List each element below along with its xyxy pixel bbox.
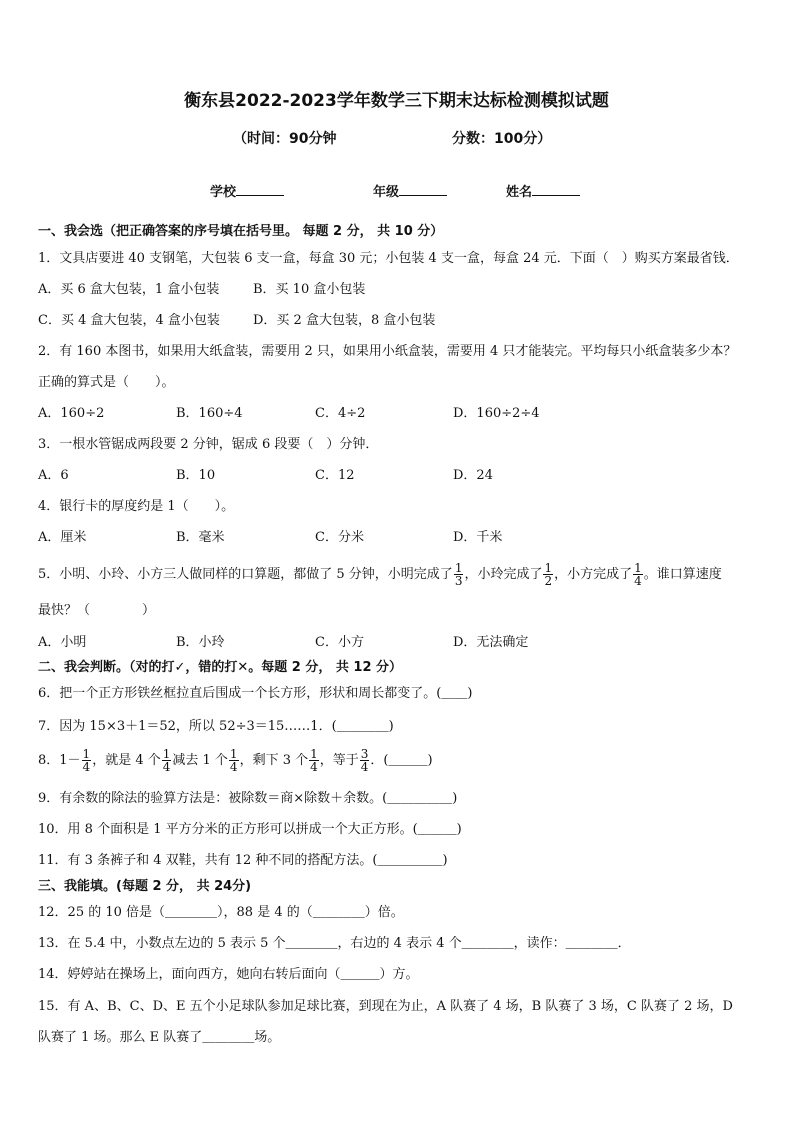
q4-option-d[interactable]: D．千米 [453,530,503,545]
q11: 11．有 3 条裤子和 4 双鞋，共有 12 种不同的搭配方法。(＿＿＿＿＿) [38,853,448,868]
q1-option-d[interactable]: D．买 2 盒大包装，8 盒小包装 [253,313,436,328]
q1-stem: 1．文具店要进 40 支钢笔，大包装 6 支一盒，每盒 30 元；小包装 4 支一盒，每盒 24 元．下面（ ）购买方案最省钱． [38,251,739,266]
q2-stem-line1: 2．有 160 本图书，如果用大纸盒装，需要用 2 只，如果用小纸盒装，需要用 4 只才能装完。平均每只小纸盒装多少本？ [38,344,737,359]
exam-title: 衡东县2022-2023学年数学三下期末达标检测模拟试题 [184,91,609,111]
grade-blank[interactable] [399,183,447,196]
section2-heading: 二、我会判断。（对的打✓，错的打✕。每题 2 分， 共 12 分） [38,660,403,675]
q3-option-c[interactable]: C．12 [315,468,355,483]
q5-text-4: 。谁口算速度 [643,567,722,582]
q2-option-a[interactable]: A．160÷2 [38,406,105,421]
q4-stem: 4．银行卡的厚度约是 1（ ）。 [38,499,235,514]
q4-option-c[interactable]: C．分米 [315,530,364,545]
time-label: （时间：90分钟 [233,131,337,147]
q3-stem: 3．一根水管锯成两段要 2 分钟，锯成 6 段要（ ）分钟． [38,437,379,452]
q5-text-3: ，小方完成了 [554,567,633,582]
q5-text-2: ，小玲完成了 [464,567,543,582]
name-blank[interactable] [532,183,580,196]
q5-fraction-3: $\frac{1}{4}$ [634,561,642,588]
q13: 13．在 5.4 中，小数点左边的 5 表示 5 个＿＿＿＿，右边的 4 表示 4 个＿＿＿＿，读作：＿＿＿＿． [38,936,631,951]
q14: 14．婷婷站在操场上，面向西方，她向右转后面向（＿＿＿）方。 [38,967,419,982]
q3-option-d[interactable]: D．24 [453,468,493,483]
name-label: 姓名 [506,185,533,200]
q1-option-c[interactable]: C．买 4 盒大包装，4 盒小包装 [38,313,220,328]
section3-heading: 三、我能填。(每题 2 分， 共 24分) [38,879,252,894]
q15-line1: 15．有 A、B、C、D、E 五个小足球队参加足球比赛，到现在为止，A 队赛了 4 场，B 队赛了 3 场，C 队赛了 2 场，D [38,999,733,1014]
q5-option-b[interactable]: B．小玲 [176,635,225,650]
q10: 10．用 8 个面积是 1 平方分米的正方形可以拼成一个大正方形。(＿＿＿) [38,822,462,837]
q5-option-a[interactable]: A．小明 [38,635,87,650]
q2-option-d[interactable]: D．160÷2÷4 [453,406,540,421]
q4-option-a[interactable]: A．厘米 [38,530,87,545]
q8-fraction-1: $\frac{1}{4}$ [82,747,91,774]
grade-label: 年级 [373,185,400,200]
section1-heading: 一、我会选（把正确答案的序号填在括号里。 每题 2 分， 共 10 分） [38,224,444,239]
school-label: 学校 [210,185,237,200]
q5-stem-line1 [38,562,722,588]
school-blank[interactable] [236,183,284,196]
q9: 9．有余数的除法的验算方法是：被除数＝商×除数＋余数。(＿＿＿＿＿) [38,791,458,806]
grade-field[interactable] [373,181,447,200]
q8: 8．1－ $\frac{1}{4}$ ，就是 4 个 $\frac{1}{4}$ 减去 1 个 $\frac{1}{4}$ ，剩下 3 个 $\frac{1}{4}$ ，等于 $\frac{3}{4}$ ．(＿＿＿) [38,747,433,774]
q15-line2: 队赛了 1 场。那么 E 队赛了＿＿＿＿场。 [38,1030,281,1045]
school-field[interactable] [210,181,284,200]
q6: 6．把一个正方形铁丝框拉直后围成一个长方形，形状和周长都变了。(＿＿) [38,686,473,701]
q1-option-a[interactable]: A．买 6 盒大包装，1 盒小包装 [38,282,220,297]
q8-fraction-5: $\frac{3}{4}$ [360,747,369,774]
q2-option-b[interactable]: B．160÷4 [176,406,243,421]
q5-text-1: 5．小明、小玲、小方三人做同样的口算题，都做了 5 分钟，小明完成了 [38,567,453,582]
q5-stem-line2: 最快？（ ） [38,603,156,618]
q5-fraction-1: $\frac{1}{3}$ [454,561,463,588]
q8-fraction-2: $\frac{1}{4}$ [162,747,171,774]
q4-option-b[interactable]: B．毫米 [176,530,225,545]
q8-fraction-3: $\frac{1}{4}$ [229,747,238,774]
q2-option-c[interactable]: C．4÷2 [315,406,366,421]
q3-option-a[interactable]: A．6 [38,468,69,483]
name-field[interactable] [506,181,580,200]
q3-option-b[interactable]: B．10 [176,468,216,483]
q5-option-d[interactable]: D．无法确定 [453,635,529,650]
q2-stem-line2: 正确的算式是（ ）。 [38,375,175,390]
q1-option-b[interactable]: B．买 10 盒小包装 [253,282,366,297]
q5-option-c[interactable]: C．小方 [315,635,364,650]
q5-fraction-2: $\frac{1}{2}$ [544,561,553,588]
q12: 12．25 的 10 倍是（＿＿＿＿），88 是 4 的（＿＿＿＿）倍。 [38,905,404,920]
score-label: 分数：100分） [452,131,552,147]
q7: 7．因为 15×3＋1＝52，所以 52÷3＝15……1．(＿＿＿＿) [38,719,394,734]
q8-fraction-4: $\frac{1}{4}$ [310,747,318,774]
